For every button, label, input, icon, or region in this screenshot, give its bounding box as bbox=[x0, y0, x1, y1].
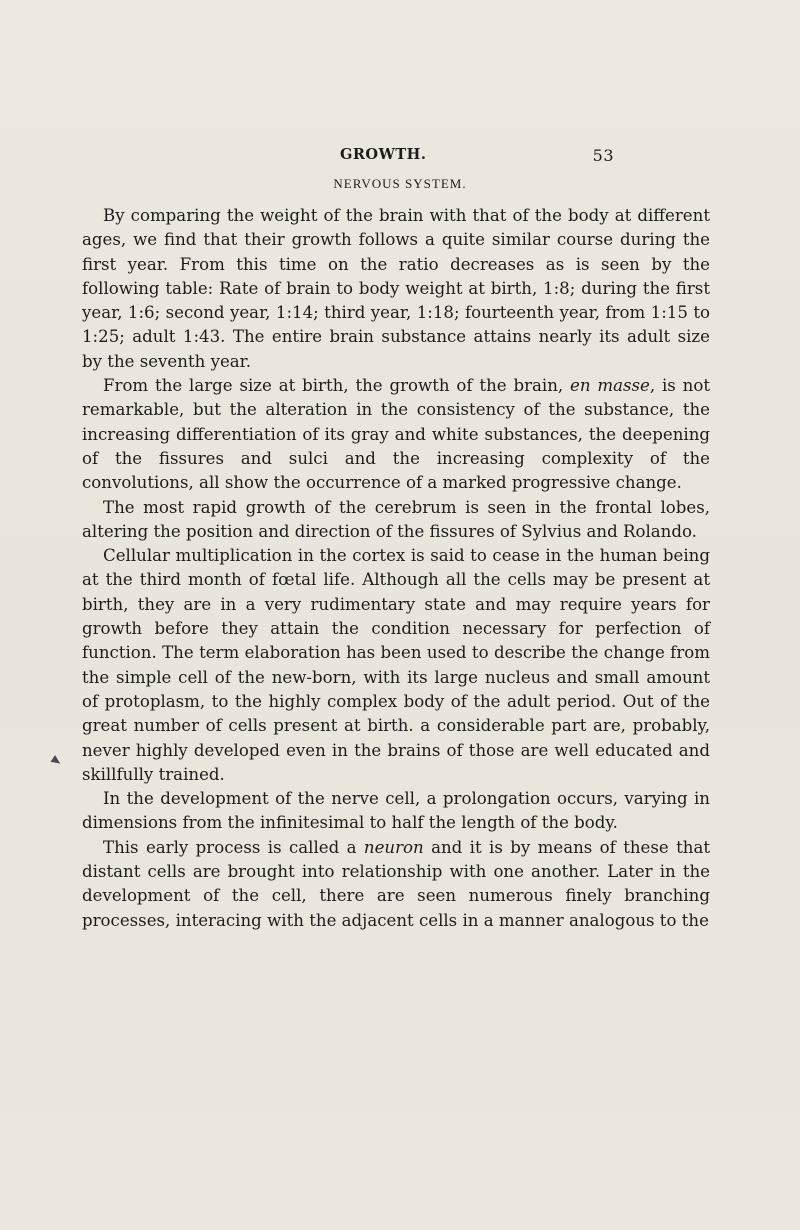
paragraph bbox=[82, 787, 710, 836]
paragraph-text: In the development of the nerve cell, a prolongation occurs, varying in dimensions from the infinitesimal to half the length of the body. bbox=[82, 789, 710, 833]
paragraph bbox=[82, 496, 710, 545]
paragraph-text: The most rapid growth of the cerebrum is seen in the frontal lobes, altering the position and direction of the fissures of Sylvius and Rolando. bbox=[82, 497, 710, 541]
paragraph bbox=[82, 204, 710, 374]
paragraph bbox=[82, 374, 710, 495]
paragraph-text: and it is by means of these that distant cells are brought into relationship with one another. Later in the development of the cell, there are seen numerous finely branching processes, interacing with the adjacent cells in a manner analogous to the bbox=[82, 837, 711, 930]
running-title: GROWTH. bbox=[340, 146, 427, 163]
italic-term: neuron bbox=[363, 837, 424, 857]
running-header bbox=[340, 146, 640, 166]
margin-mark bbox=[51, 755, 63, 767]
paragraph-text: Cellular multiplication in the cortex is said to cease in the human being at the third month of fœtal life. Although all the cells may be present at birth, they are in a very rudimentary state and may require years for growth before they attain the condition necessary for perfection of function. The term elaboration has been used to describe the change from the simple cell of the new-born, with its large nucleus and small amount of protoplasm, to the highly complex body of the adult period. Out of the great number of cells present at birth. a considerable part are, probably, never highly developed even in the brains of those are well educated and skillfully trained. bbox=[82, 546, 710, 784]
paragraph-text: By comparing the weight of the brain with that of the body at different ages, we find that their growth follows a quite similar course during the first year. From this time on the ratio decreases as is seen by the following table: Rate of brain to body weight at birth, 1:8; during the first year, 1:6; second year, 1:14; third year, 1:18; fourteenth year, from 1:15 to 1:25; adult 1:43. The entire brain substance attains nearly its adult size by the seventh year. bbox=[82, 206, 710, 371]
body-text bbox=[82, 204, 710, 933]
page-number: 53 bbox=[592, 146, 614, 165]
italic-term: en masse bbox=[570, 376, 650, 396]
paragraph bbox=[82, 544, 710, 787]
section-heading: NERVOUS SYSTEM. bbox=[333, 176, 467, 191]
paragraph bbox=[82, 836, 710, 933]
paragraph-text: , is not remarkable, but the alteration in the consistency of the substance, the increasing differentiation of its gray and white substances, the deepening of the fissures and sulci and the increasing complexity of the convolutions, all show the occurrence of a marked progressive change. bbox=[82, 376, 711, 493]
paragraph-text: This early process is called a bbox=[103, 837, 364, 857]
paragraph-text: From the large size at birth, the growth of the brain, bbox=[103, 376, 571, 396]
